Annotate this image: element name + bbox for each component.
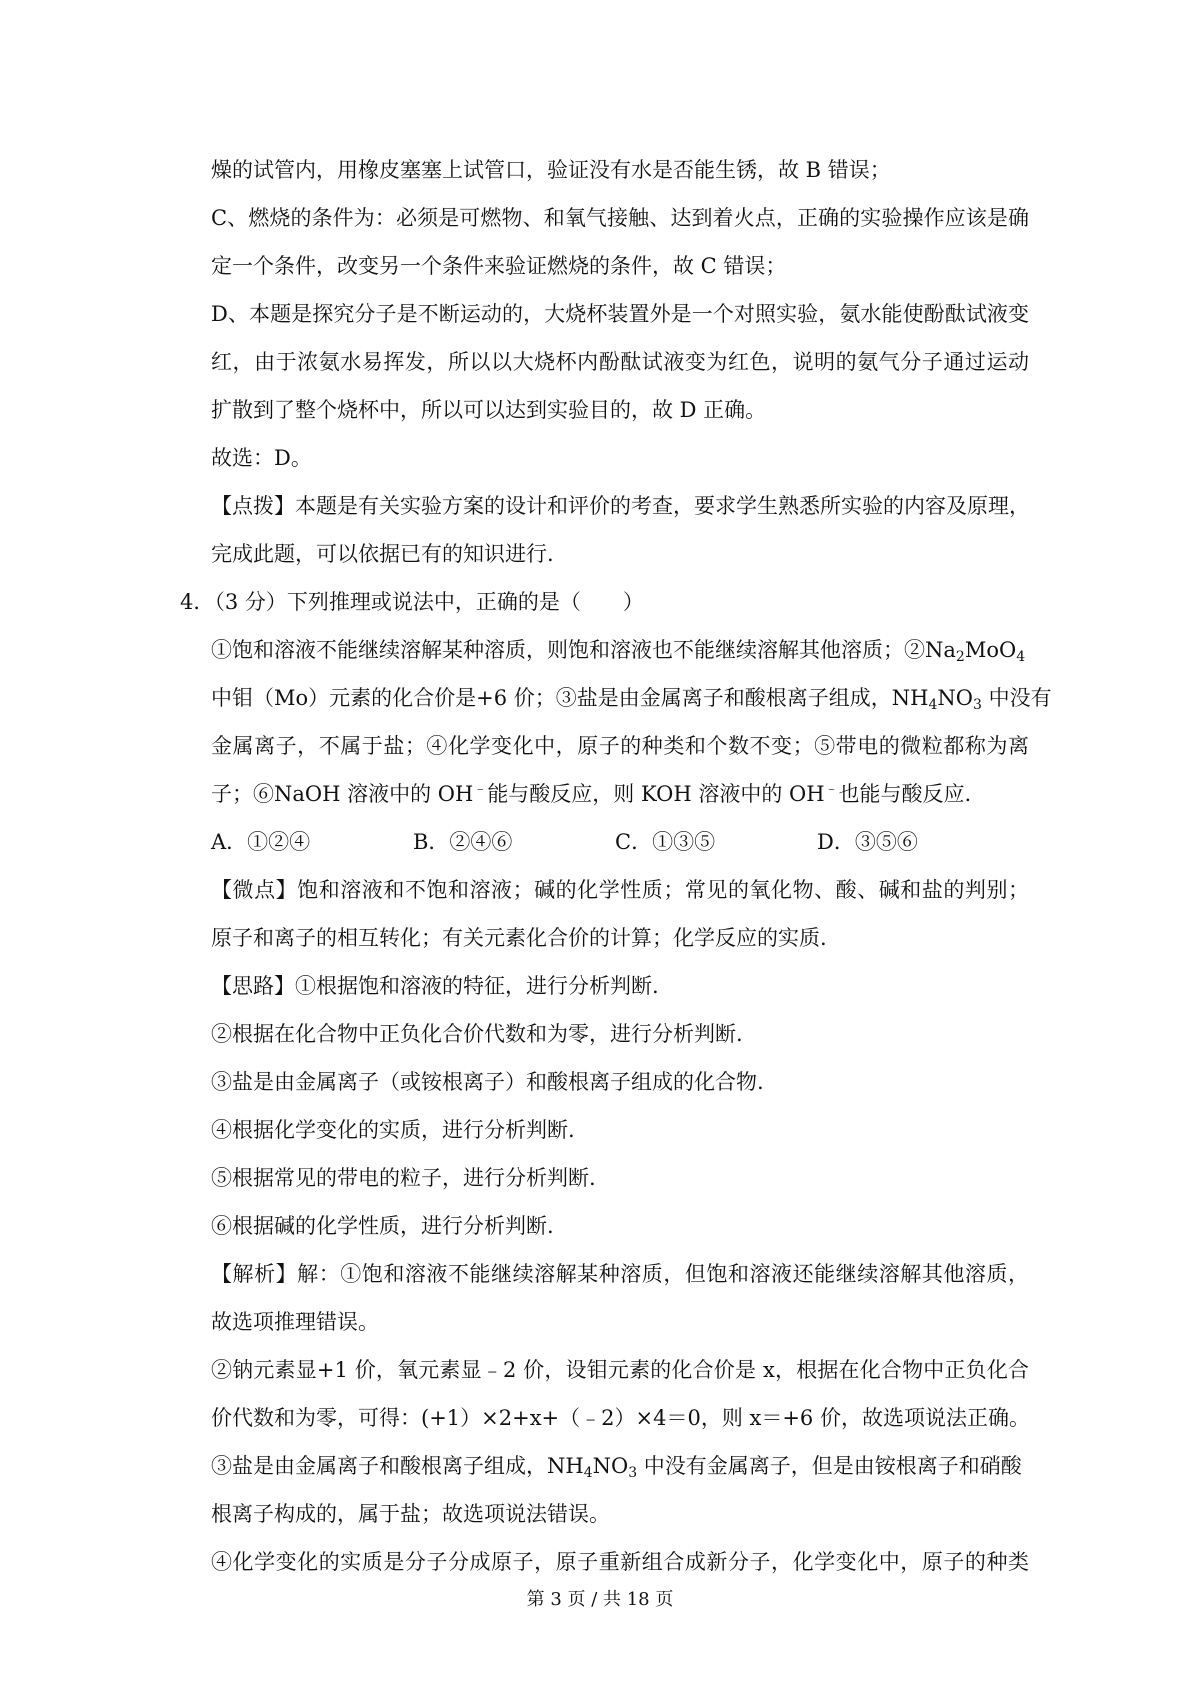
text-line: ⑥根据碱的化学性质，进行分析判断. — [211, 1214, 554, 1238]
text-line: 金属离子，不属于盐；④化学变化中，原子的种类和个数不变；⑤带电的微粒都称为离 — [211, 734, 1029, 758]
option-c: C．①③⑤ — [615, 830, 716, 854]
option-a: A．①②④ — [211, 830, 311, 854]
text-line: 原子和离子的相互转化；有关元素化合价的计算；化学反应的实质. — [211, 926, 827, 950]
text-line: 扩散到了整个烧杯中，所以可以达到实验目的，故 D 正确。 — [211, 398, 767, 422]
text-line: ③盐是由金属离子（或铵根离子）和酸根离子组成的化合物. — [211, 1070, 764, 1094]
text-line: 价代数和为零，可得：(+1）×2+x+（﹣2）×4＝0，则 x＝+6 价，故选项说法正确。 — [211, 1406, 1030, 1430]
text-line: 子；⑥NaOH 溶液中的 OH﹣能与酸反应，则 KOH 溶液中的 OH﹣也能与酸反应. — [211, 781, 972, 806]
text-line: 故选：D。 — [211, 446, 312, 470]
text-line: ⑤根据常见的带电的粒子，进行分析判断. — [211, 1166, 596, 1190]
text-line: 红，由于浓氨水易挥发，所以以大烧杯内酚酞试液变为红色，说明的氨气分子通过运动 — [211, 350, 1029, 374]
text-line: 【点拨】本题是有关实验方案的设计和评价的考查，要求学生熟悉所实验的内容及原理， — [211, 494, 1030, 518]
text-line: ③盐是由金属离子和酸根离子组成，$NH_4NO_3$ 中没有金属离子，但是由铵根离子和硝酸 — [211, 1454, 1022, 1481]
option-b: B．②④⑥ — [413, 830, 513, 854]
text-line: 燥的试管内，用橡皮塞塞上试管口，验证没有水是否能生锈，故 B 错误； — [211, 158, 891, 182]
text-line: 根离子构成的，属于盐；故选项说法错误。 — [211, 1502, 610, 1526]
text-line: 【微点】饱和溶液和不饱和溶液；碱的化学性质；常见的氧化物、酸、碱和盐的判别； — [211, 878, 1029, 902]
text-line: 【解析】解：①饱和溶液不能继续溶解某种溶质，但饱和溶液还能继续溶解其他溶质， — [211, 1262, 1029, 1286]
question-4-title: 4．（3 分）下列推理或说法中，正确的是（ ） — [180, 590, 644, 614]
text-line: D、本题是探究分子是不断运动的，大烧杯装置外是一个对照实验，氨水能使酚酞试液变 — [211, 302, 1029, 326]
text-line: C、燃烧的条件为：必须是可燃物、和氧气接触、达到着火点，正确的实验操作应该是确 — [211, 206, 1029, 230]
page-footer: 第 3 页 / 共 18 页 — [526, 1589, 674, 1610]
text-line: ④根据化学变化的实质，进行分析判断. — [211, 1118, 575, 1142]
text-line: 定一个条件，改变另一个条件来验证燃烧的条件，故 C 错误； — [211, 254, 787, 278]
text-line: 故选项推理错误。 — [211, 1310, 379, 1334]
text-line: ②钠元素显+1 价，氧元素显﹣2 价，设钼元素的化合价是 x，根据在化合物中正负化合 — [211, 1358, 1029, 1382]
options-row — [211, 818, 1029, 866]
text-line: 【思路】①根据饱和溶液的特征，进行分析判断. — [211, 974, 659, 998]
text-line: 完成此题，可以依据已有的知识进行. — [211, 542, 554, 566]
text-line: ②根据在化合物中正负化合价代数和为零，进行分析判断. — [211, 1022, 743, 1046]
text-line: ①饱和溶液不能继续溶解某种溶质，则饱和溶液也不能继续溶解其他溶质；$②Na_2MoO_4$ — [211, 638, 1026, 665]
option-d: D．③⑤⑥ — [817, 830, 918, 854]
text-line: 中钼（Mo）元素的化合价是+6 价；③盐是由金属离子和酸根离子组成，$NH_4NO_3$ 中没有 — [211, 686, 1052, 713]
text-line: ④化学变化的实质是分子分成原子，原子重新组合成新分子，化学变化中，原子的种类 — [211, 1550, 1029, 1574]
